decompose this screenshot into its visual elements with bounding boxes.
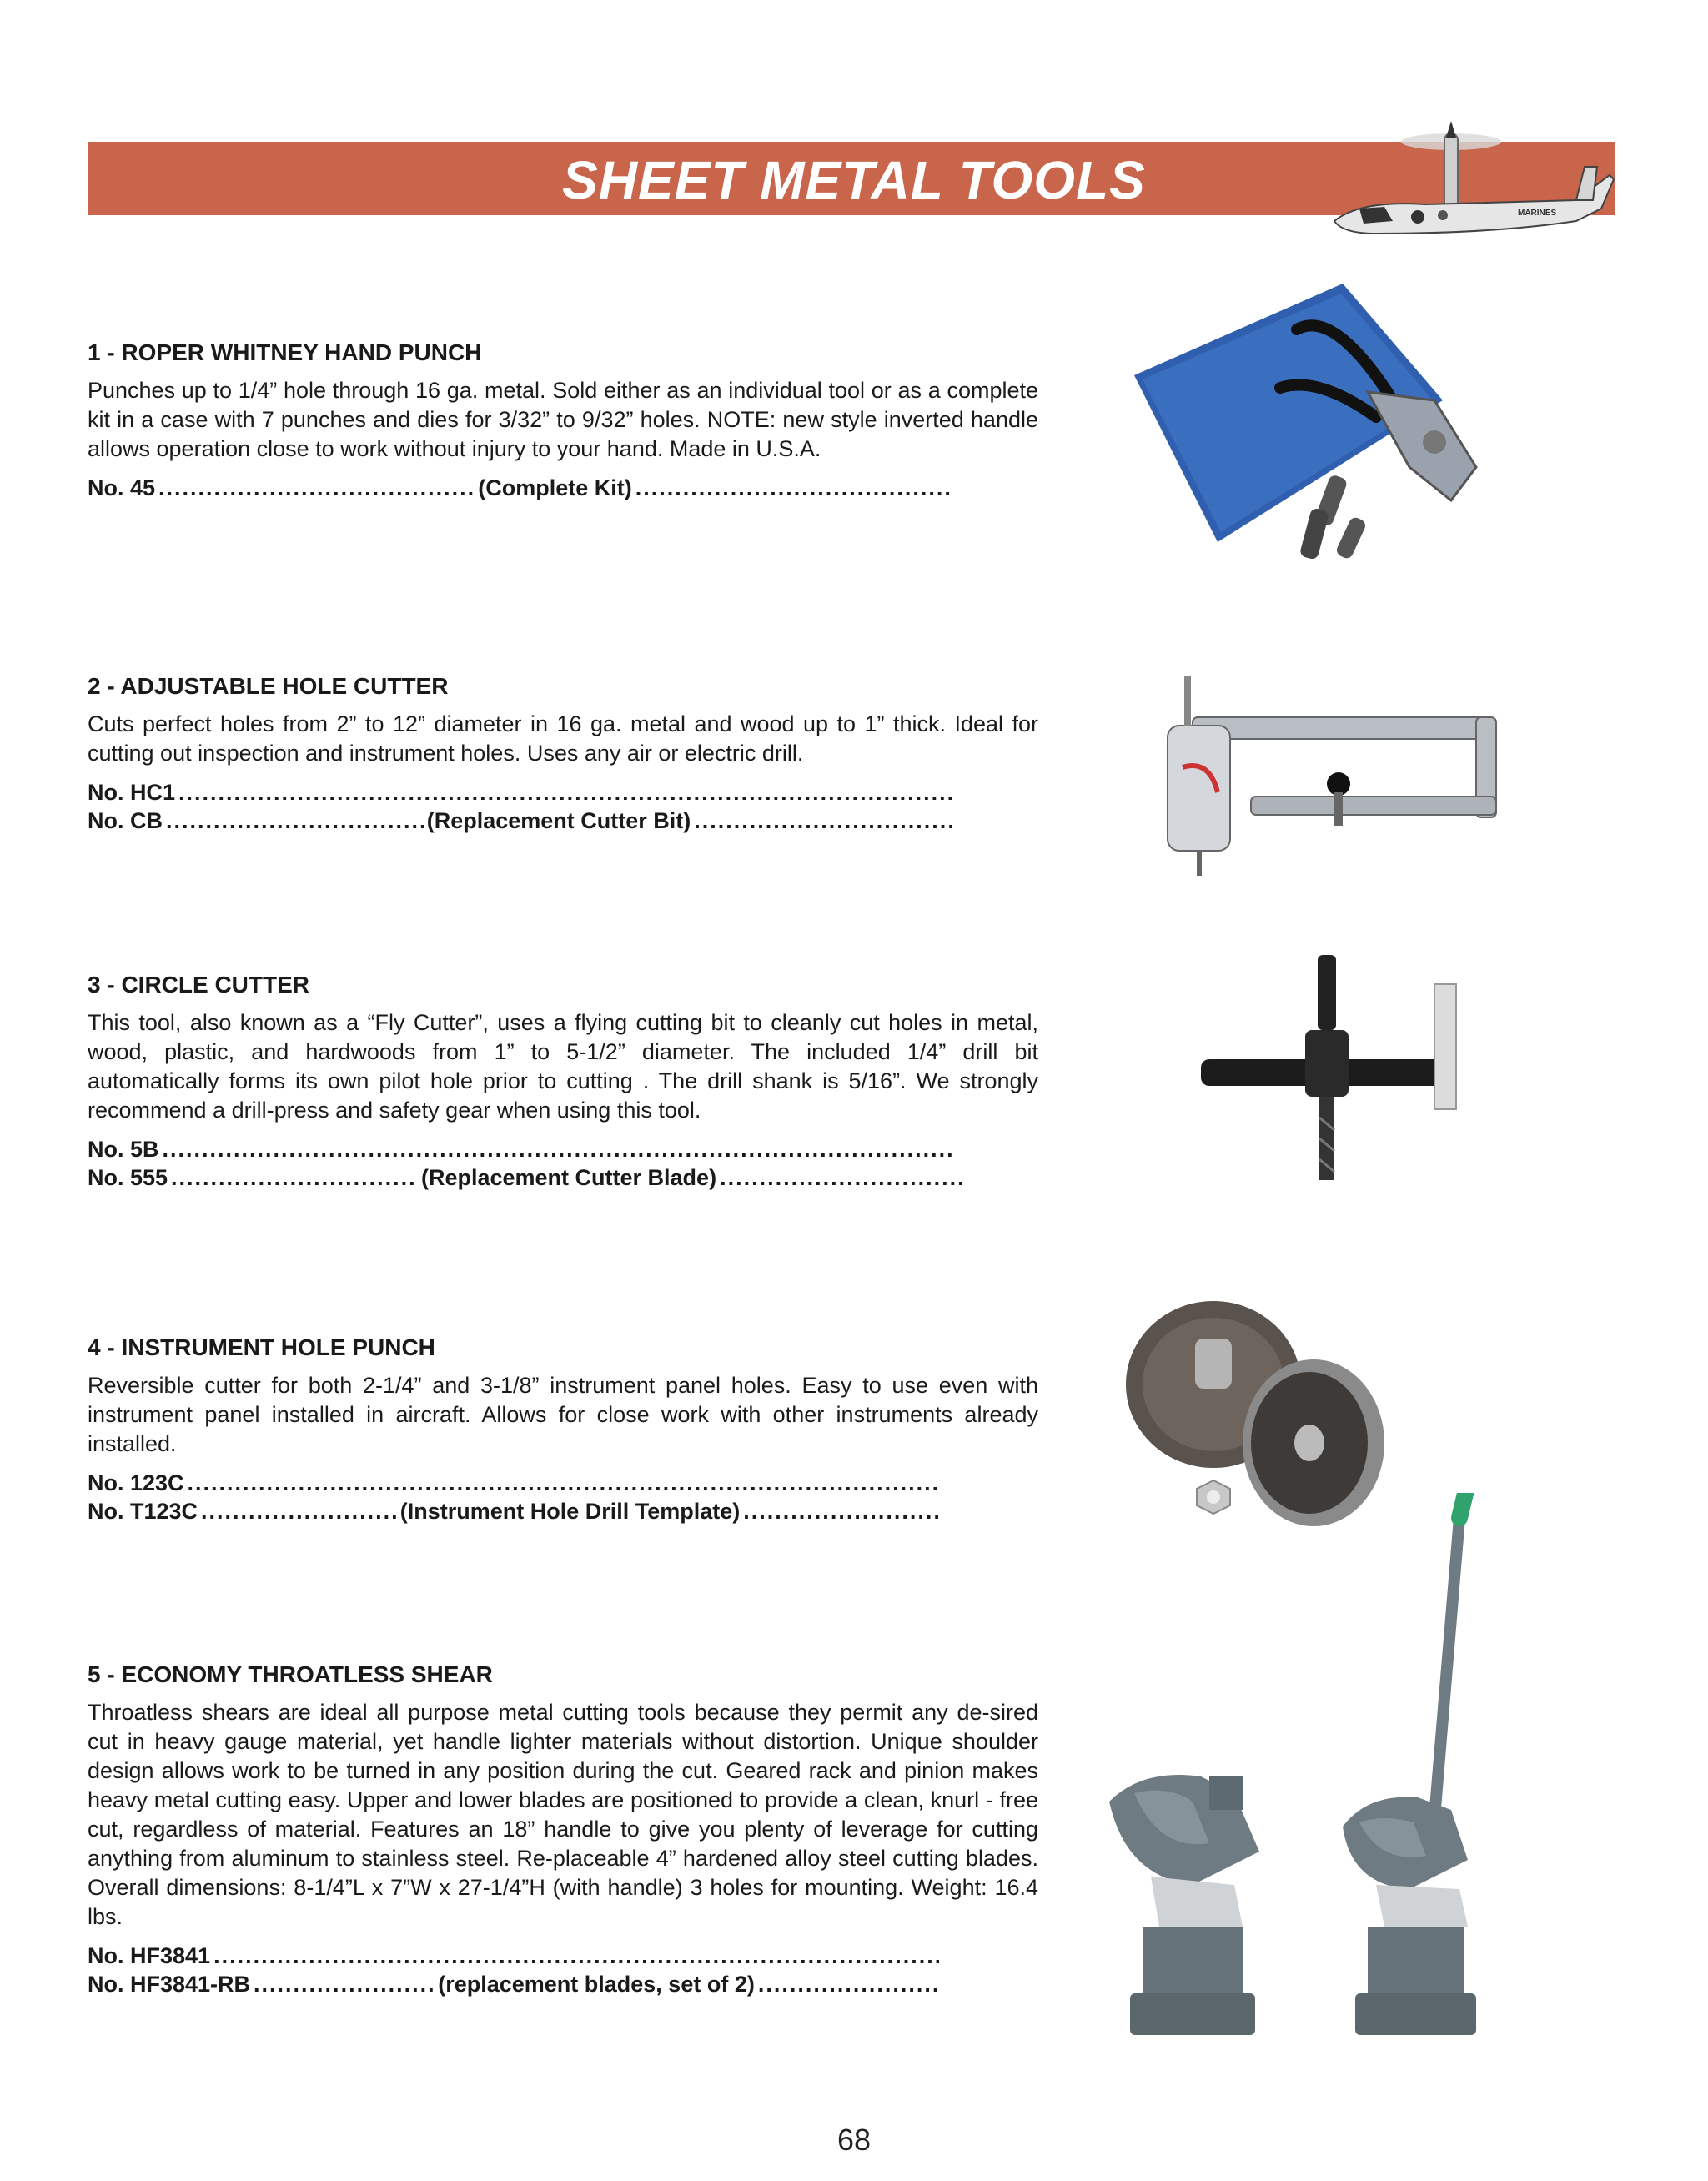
order-line [88,807,955,835]
hand-punch-kit-image [1118,275,1535,592]
part-note: (replacement blades, set of 2) [438,1972,755,1997]
part-number: No. 555 [88,1165,168,1190]
product-description: This tool, also known as a “Fly Cutter”, uses a flying cutting bit to cleanly cut holes in metal, wood, plastic, and hardwoods from 1” to 5-1/2” diameter. The included 1/4” drill bit automatically forms its own pilot hole prior to cutting . The drill shank is 5/16”. We strongly recommend a drill-press and safety gear when using this tool. [88,1010,1038,1123]
product-title: 4 - INSTRUMENT HOLE PUNCH [88,1334,435,1360]
product-instrument-punch [88,1333,1038,1525]
order-line [88,778,955,807]
part-number: No. T123C [88,1499,198,1524]
product-title: 1 - ROPER WHITNEY HAND PUNCH [88,339,482,365]
part-number: No. 5B [88,1137,159,1162]
part-number: No. HF3841 [88,1943,211,1968]
order-line [88,1497,942,1525]
product-description: Punches up to 1/4” hole through 16 ga. metal. Sold either as an individual tool or as a complete kit in a case with 7 punches and dies for 3/32” to 9/32” holes. NOTE: new style inverted handle allows operation close to work without injury to your hand. Made in U.S.A. [88,378,1038,461]
part-note: (Complete Kit) [478,475,632,500]
product-hand-punch [88,338,1038,502]
order-line [88,1135,955,1163]
product-description: Reversible cutter for both 2-1/4” and 3-1/8” instrument panel holes. Easy to use even with instrument panel installed in aircraft. Allows for close work with other instruments already installed. [88,1373,1038,1456]
product-description: Cuts perfect holes from 2” to 12” diameter in 16 ga. metal and wood up to 1” thick. Ideal for cutting out inspection and instrument holes. Uses any air or electric drill. [88,711,1038,766]
order-line [88,1942,942,1970]
product-circle-cutter [88,970,1038,1192]
product-title: 3 - CIRCLE CUTTER [88,972,309,998]
part-note: (Replacement Cutter Bit) [426,808,691,833]
part-note: (Replacement Cutter Blade) [420,1165,717,1190]
part-number: No. HC1 [88,780,176,805]
order-line [88,474,955,502]
product-throatless-shear [88,1660,1038,1998]
product-title: 2 - ADJUSTABLE HOLE CUTTER [88,673,449,699]
aircraft-marking: MARINES [1518,209,1557,218]
order-line [88,1469,942,1497]
page-title: SHEET METAL TOOLS [562,150,1146,210]
aircraft-illustration [1326,117,1618,250]
part-number: No. 45 [88,475,156,500]
product-title: 5 - ECONOMY THROATLESS SHEAR [88,1661,493,1687]
circle-cutter-image [1193,951,1476,1201]
hole-cutter-image [1159,667,1510,884]
page-number: 68 [836,2123,872,2157]
part-number: No. CB [88,808,163,833]
order-line [88,1970,942,1998]
product-hole-cutter [88,671,1038,835]
product-description: Throatless shears are ideal all purpose metal cutting tools because they permit any de-sired cut in heavy gauge material, yet handle lighter materials without distortion. Unique shoulder design allows work to be turned in any position during the cut. Geared rack and pinion makes heavy metal cutting easy. Upper and lower blades are positioned to provide a clean, knurl - free cut, regardless of material. Features an 18” handle to give you plenty of leverage for cutting anything from aluminum to stainless steel. Re-placeable 4” hardened alloy steel cutting blades. Overall dimensions: 8-1/4”L x 7”W x 27-1/4”H (with handle) 3 holes for mounting. Weight: 16.4 lbs. [88,1700,1038,1929]
throatless-shear-image [1093,1493,1560,2052]
part-note: (Instrument Hole Drill Template) [399,1499,741,1524]
order-line [88,1163,970,1192]
part-number: No. HF3841-RB [88,1972,251,1997]
part-number: No. 123C [88,1470,184,1495]
